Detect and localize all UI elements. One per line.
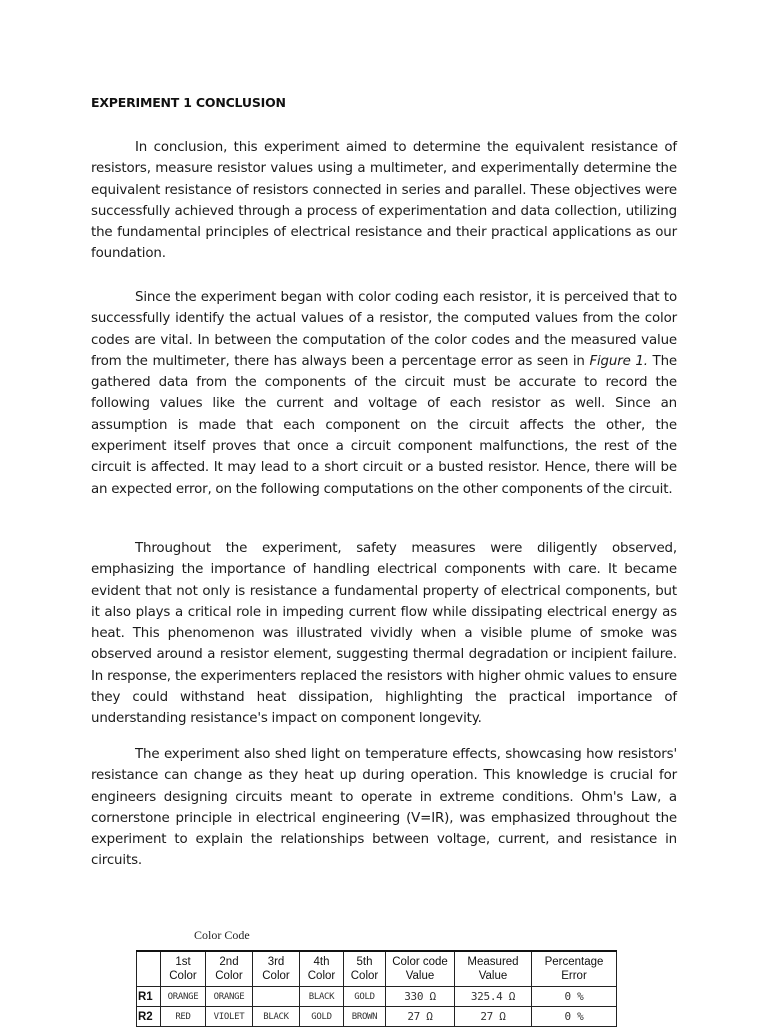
table-cell: GOLD: [300, 1007, 344, 1027]
header-line: Color: [350, 970, 379, 982]
header-line: Value: [478, 970, 508, 982]
table-cell: BROWN: [344, 1007, 386, 1027]
paragraph-4-text: The experiment also shed light on temperature effects, showcasing how resistors' resistance can change as they heat up during operation. This knowledge is crucial for engineers designing circuits meant to operate in extreme conditions. Ohm's Law, a cornerstone principle in electrical engineering (V=IR), was emphasized throughout the experiment to explain the relationships between voltage, current, and resistance in circuits.: [91, 747, 677, 869]
table-cell: BLACK: [253, 1007, 300, 1027]
paragraph-3-text: Throughout the experiment, safety measures were diligently observed, emphasizing the importance of handling electrical components with care. It became evident that not only is resistance a fundamental property of electrical components, but it also plays a critical role in impeding current flow while dissipating electrical energy as heat. This phenomenon was illustrated vividly when a visible plume of smoke was observed around a resistor element, suggesting thermal degradation or incipient failure. In response, the experimenters replaced the resistors with higher ohmic values to ensure they could withstand heat dissipation, highlighting the practical importance of understanding resistance's impact on component longevity.: [91, 541, 677, 727]
paragraph-2-text-after: The gathered data from the components of the circuit must be accurate to record the following values like the current and voltage of each resistor as well. Since an assumption is made that each component on the circuit affects the other, the experiment itself proves that once a circuit component malfunctions, the rest of the circuit is affected. It may lead to a short circuit or a busted resistor. Hence, there will be an expected error, on the following computations on the other components of the circuit.: [91, 353, 677, 497]
table-cell: ORANGE: [161, 987, 206, 1007]
table-header-row: [137, 951, 617, 987]
table-cell: 0 %: [532, 987, 617, 1007]
header-4th-color: [300, 951, 344, 987]
header-line: 3rd: [267, 956, 285, 968]
header-line: Percentage: [544, 956, 604, 968]
table-cell: ORANGE: [206, 987, 253, 1007]
header-line: Color: [169, 970, 197, 982]
table-cell: 330 Ω: [386, 987, 455, 1007]
figure-reference: Figure 1.: [589, 353, 648, 369]
paragraph-2-text-before: Since the experiment began with color coding each resistor, it is perceived that to successfully identify the actual values of a resistor, the computed values from the color codes are vital. In between the computation of the color codes and the measured value from the multimeter, there has always been a percentage error as seen in: [91, 290, 677, 369]
header-line: 1st: [175, 956, 191, 968]
header-2nd-color: [206, 951, 253, 987]
color-code-table: [136, 950, 617, 1027]
table-cell: BLACK: [300, 987, 344, 1007]
table-cell: 27 Ω: [386, 1007, 455, 1027]
row-label: R2: [137, 1007, 161, 1027]
header-line: Measured: [467, 956, 519, 968]
paragraph-2: [91, 287, 677, 500]
header-5th-color: [344, 951, 386, 987]
table-cell: 27 Ω: [455, 1007, 532, 1027]
document-heading: EXPERIMENT 1 CONCLUSION: [91, 95, 286, 110]
row-label: R1: [137, 987, 161, 1007]
header-corner: [137, 951, 161, 987]
header-line: Color: [262, 970, 290, 982]
table-row: [137, 987, 617, 1007]
header-1st-color: [161, 951, 206, 987]
header-line: 2nd: [219, 956, 239, 968]
table-cell: RED: [161, 1007, 206, 1027]
table-cell: VIOLET: [206, 1007, 253, 1027]
header-line: Error: [561, 970, 587, 982]
paragraph-4: [91, 744, 677, 872]
header-3rd-color: [253, 951, 300, 987]
figure-title: Color Code: [194, 928, 250, 942]
table-cell: [253, 987, 300, 1007]
header-line: Value: [405, 970, 435, 982]
header-line: 5th: [356, 956, 373, 968]
header-color-code-value: [386, 951, 455, 987]
header-line: 4th: [313, 956, 330, 968]
header-line: Color code: [392, 956, 448, 968]
header-measured-value: [455, 951, 532, 987]
table-cell: GOLD: [344, 987, 386, 1007]
header-line: Color: [307, 970, 336, 982]
paragraph-3: [91, 538, 677, 730]
table-cell: 325.4 Ω: [455, 987, 532, 1007]
paragraph-1: [91, 137, 677, 265]
paragraph-1-text: In conclusion, this experiment aimed to determine the equivalent resistance of resistors, measure resistor values using a multimeter, and experimentally determine the equivalent resistance of resistors connected in series and parallel. These objectives were successfully achieved through a process of experimentation and data collection, utilizing the fundamental principles of electrical resistance and their practical applications as our foundation.: [91, 140, 677, 262]
table-cell: 0 %: [532, 1007, 617, 1027]
header-percentage-error: [532, 951, 617, 987]
header-line: Color: [215, 970, 243, 982]
